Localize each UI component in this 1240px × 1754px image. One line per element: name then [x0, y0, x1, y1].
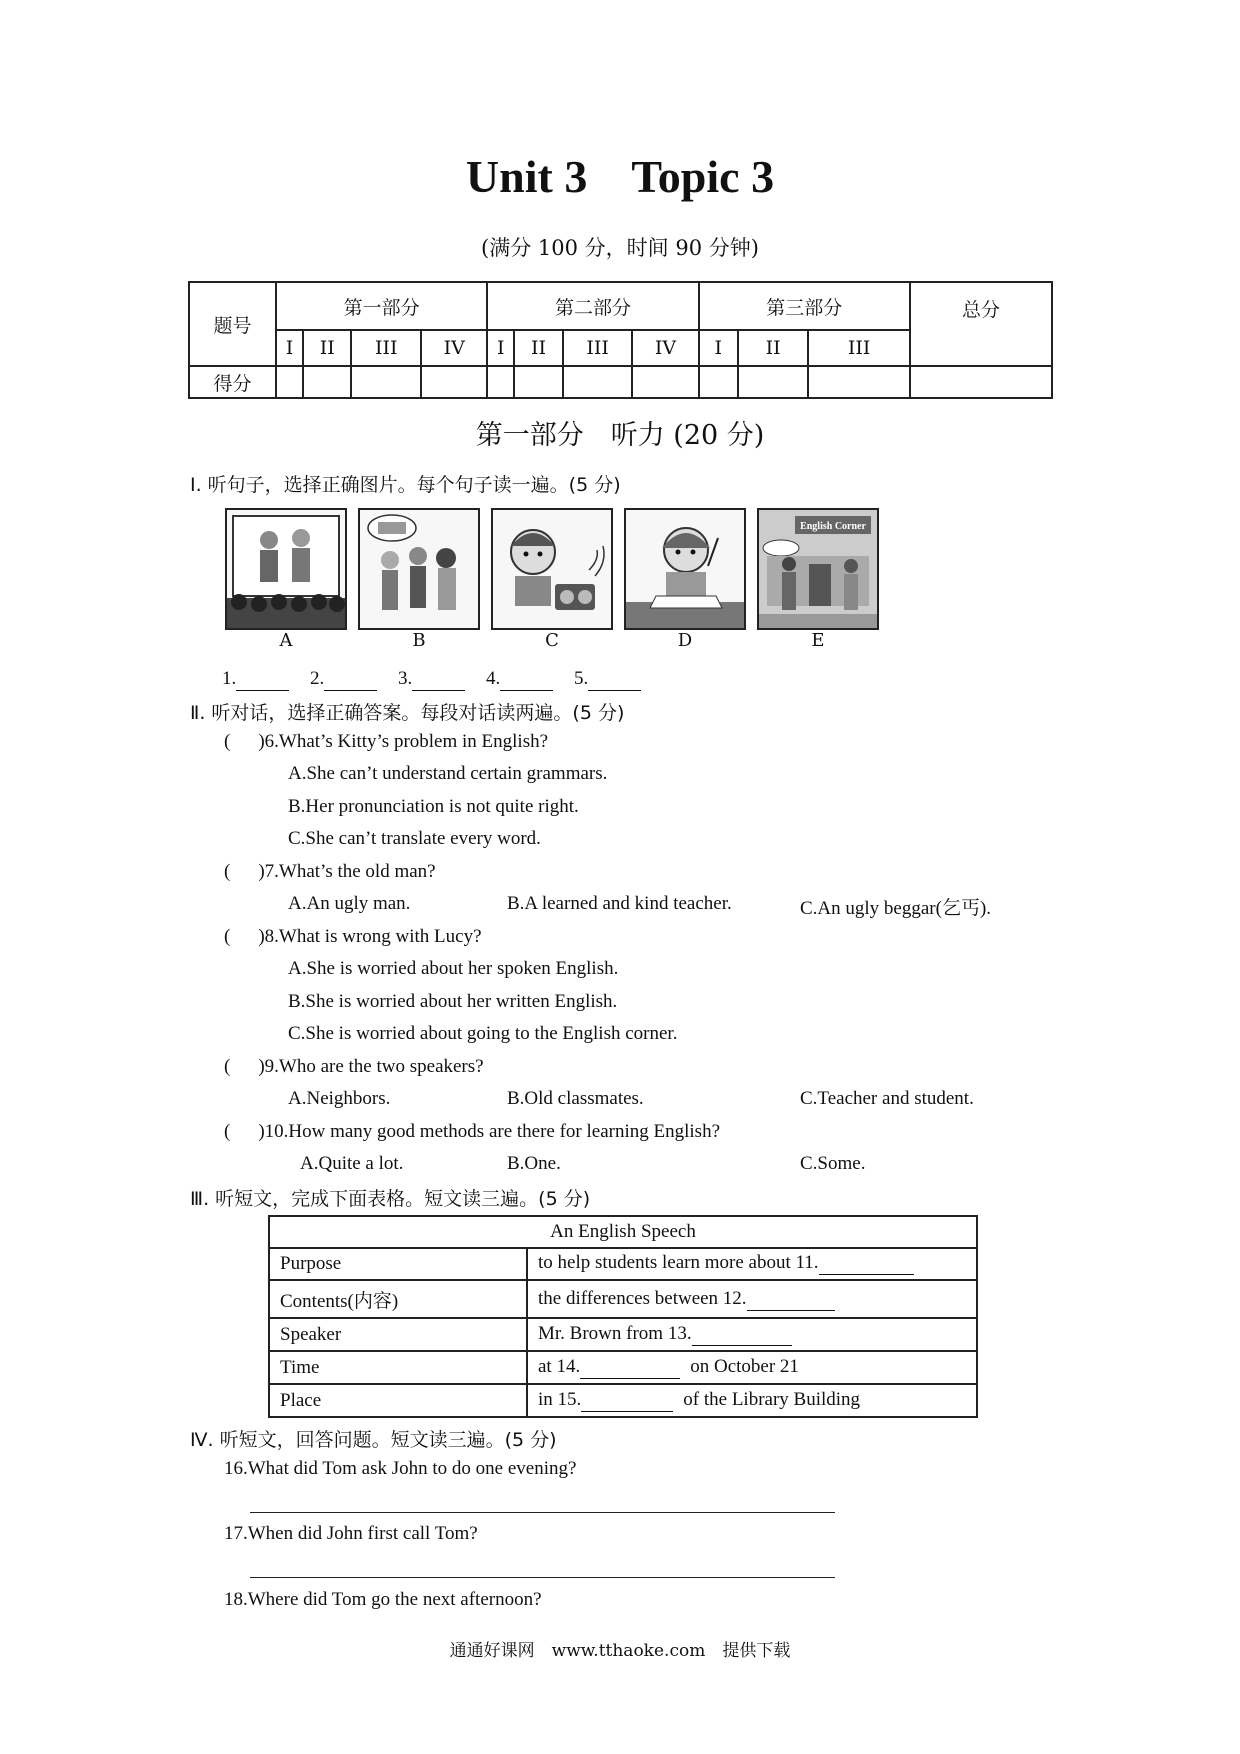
question-8: ( )8.What is wrong with Lucy? — [224, 926, 482, 947]
total-cell[interactable] — [910, 366, 1052, 398]
answer-line[interactable] — [250, 1512, 835, 1513]
picture-label: E — [811, 630, 825, 651]
question-10: ( )10.How many good methods are there for learning English? — [224, 1121, 721, 1142]
option[interactable]: B.One. — [507, 1153, 561, 1174]
score-label: 得分 — [189, 366, 276, 398]
row-text: in 15. — [538, 1389, 582, 1411]
score-cell[interactable] — [699, 366, 738, 398]
row-text: of the Library Building — [683, 1389, 861, 1411]
score-cell[interactable] — [303, 366, 351, 398]
q4-heading: Ⅳ. 听短文，回答问题。短文读三遍。(5 分) — [190, 1429, 557, 1451]
answer-blank-15[interactable] — [581, 1389, 673, 1412]
row-label: Speaker — [269, 1318, 527, 1351]
boy-radio-picture-icon — [493, 510, 611, 628]
question-7: ( )7.What’s the old man? — [224, 861, 436, 882]
answer-blank-14[interactable] — [580, 1356, 680, 1379]
col-header: I — [276, 330, 303, 366]
row-text: on October 21 — [690, 1356, 799, 1378]
blank-number: 3. — [398, 668, 413, 689]
question-text: )7.What’s the old man? — [258, 861, 436, 882]
answer-blank[interactable] — [588, 668, 641, 691]
col-header: III — [351, 330, 421, 366]
question-17: 17.When did John first call Tom? — [224, 1523, 478, 1544]
footer-text: 通通好课网 www.tthaoke.com 提供下载 — [449, 1641, 791, 1661]
row-text: Mr. Brown from 13. — [538, 1323, 692, 1345]
blank-number: 1. — [222, 668, 237, 689]
question-6: ( )6.What’s Kitty’s problem in English? — [224, 731, 549, 752]
question-18: 18.Where did Tom go the next afternoon? — [224, 1589, 542, 1610]
option[interactable]: C.She is worried about going to the English corner. — [288, 1023, 678, 1044]
col-header: III — [808, 330, 910, 366]
q1-heading: Ⅰ. 听句子，选择正确图片。每个句子读一遍。(5 分) — [190, 474, 621, 496]
score-cell[interactable] — [487, 366, 514, 398]
row-value — [527, 1384, 977, 1417]
row-label: Place — [269, 1384, 527, 1417]
picture-label: D — [677, 630, 693, 651]
picture-b — [358, 508, 480, 630]
cinema-picture-icon — [227, 510, 345, 628]
row-label: Time — [269, 1351, 527, 1384]
answer-line[interactable] — [250, 1577, 835, 1578]
topic-title: Topic 3 — [631, 151, 775, 202]
row-label: Contents(内容) — [269, 1280, 527, 1318]
q2-heading: Ⅱ. 听对话，选择正确答案。每段对话读两遍。(5 分) — [190, 702, 625, 724]
question-text: )9.Who are the two speakers? — [258, 1056, 484, 1077]
answer-blank-12[interactable] — [747, 1288, 835, 1311]
score-cell[interactable] — [563, 366, 633, 398]
picture-a — [225, 508, 347, 630]
row-label: 题号 — [189, 282, 276, 366]
girl-thinking-picture-icon — [626, 510, 744, 628]
exam-info: (满分 100 分，时间 90 分钟) — [481, 236, 759, 260]
blank-number: 2. — [310, 668, 325, 689]
col-header: I — [487, 330, 514, 366]
section-title: 第一部分 听力 (20 分) — [475, 420, 765, 451]
answer-blank-13[interactable] — [692, 1323, 792, 1346]
score-table — [188, 281, 1053, 399]
row-text: at 14. — [538, 1356, 581, 1378]
col-header: II — [514, 330, 562, 366]
row-text: the differences between 12. — [538, 1287, 747, 1309]
answer-blank-11[interactable] — [819, 1252, 914, 1275]
page-title — [0, 150, 1240, 203]
score-cell[interactable] — [808, 366, 910, 398]
score-cell[interactable] — [738, 366, 808, 398]
part-2-header: 第二部分 — [487, 282, 698, 330]
row-text: to help students learn more about 11. — [538, 1252, 819, 1274]
score-cell[interactable] — [276, 366, 303, 398]
q3-heading: Ⅲ. 听短文，完成下面表格。短文读三遍。(5 分) — [190, 1188, 591, 1210]
blank-number: 5. — [574, 668, 589, 689]
sign-text: English Corner — [800, 521, 866, 532]
option[interactable]: B.A learned and kind teacher. — [507, 893, 732, 914]
blank-number: 4. — [486, 668, 501, 689]
answer-blanks — [222, 668, 641, 691]
english-corner-picture-icon — [759, 510, 877, 628]
option[interactable]: A.Quite a lot. — [300, 1153, 404, 1174]
answer-blank[interactable] — [324, 668, 377, 691]
col-header: IV — [421, 330, 487, 366]
option[interactable]: C.Teacher and student. — [800, 1088, 974, 1109]
option[interactable]: A.An ugly man. — [288, 893, 411, 914]
picture-label: B — [412, 630, 426, 651]
option[interactable]: B.Old classmates. — [507, 1088, 644, 1109]
score-cell[interactable] — [421, 366, 487, 398]
picture-label: A — [279, 630, 293, 651]
score-cell[interactable] — [514, 366, 562, 398]
picture-d — [624, 508, 746, 630]
option[interactable]: A.She is worried about her spoken English. — [288, 958, 619, 979]
score-cell[interactable] — [351, 366, 421, 398]
picture-label: C — [545, 630, 559, 651]
col-header: IV — [632, 330, 698, 366]
answer-blank[interactable] — [236, 668, 289, 691]
question-text: )10.How many good methods are there for learning English? — [258, 1121, 721, 1142]
col-header: I — [699, 330, 738, 366]
row-value — [527, 1248, 977, 1281]
option[interactable]: C.An ugly beggar(乞丐). — [800, 898, 992, 919]
question-16: 16.What did Tom ask John to do one evening? — [224, 1458, 577, 1479]
part-3-header: 第三部分 — [699, 282, 910, 330]
question-9: ( )9.Who are the two speakers? — [224, 1056, 484, 1077]
total-header: 总分 — [910, 282, 1052, 366]
question-text: )6.What’s Kitty’s problem in English? — [258, 731, 549, 752]
speech-table — [268, 1215, 978, 1418]
option[interactable]: B.She is worried about her written English. — [288, 991, 618, 1012]
picture-c — [491, 508, 613, 630]
row-label: Purpose — [269, 1248, 527, 1281]
table-title: An English Speech — [269, 1216, 977, 1248]
answer-blank[interactable] — [412, 668, 465, 691]
option[interactable]: C.She can’t translate every word. — [288, 828, 541, 849]
col-header: II — [738, 330, 808, 366]
col-header: III — [563, 330, 633, 366]
unit-title: Unit 3 — [465, 151, 588, 202]
option[interactable]: C.Some. — [800, 1153, 866, 1174]
question-text: )8.What is wrong with Lucy? — [258, 926, 482, 947]
students-talking-picture-icon — [360, 510, 478, 628]
part-1-header: 第一部分 — [276, 282, 487, 330]
row-value — [527, 1351, 977, 1384]
option[interactable]: A.Neighbors. — [288, 1088, 391, 1109]
option[interactable]: B.Her pronunciation is not quite right. — [288, 796, 579, 817]
answer-blank[interactable] — [500, 668, 553, 691]
row-value — [527, 1318, 977, 1351]
picture-e — [757, 508, 879, 630]
col-header: II — [303, 330, 351, 366]
option[interactable]: A.She can’t understand certain grammars. — [288, 763, 608, 784]
row-value — [527, 1280, 977, 1318]
score-cell[interactable] — [632, 366, 698, 398]
